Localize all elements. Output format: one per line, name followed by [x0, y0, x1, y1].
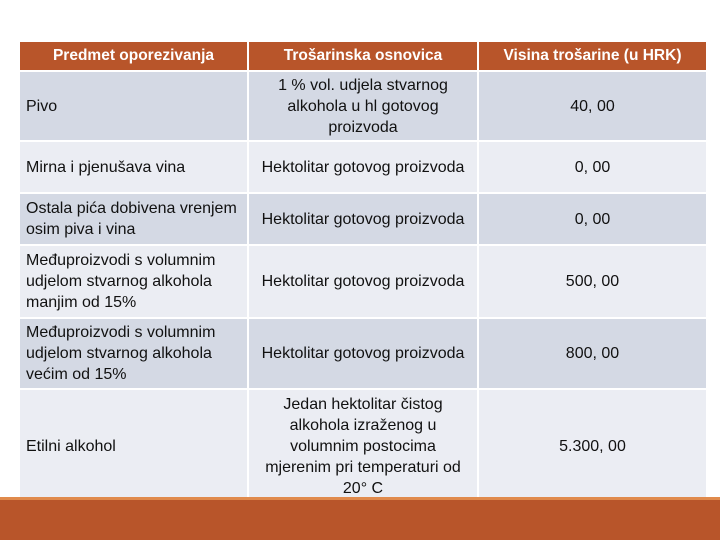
row-subject: Ostala pića dobivena vrenjem osim piva i vina: [20, 194, 247, 244]
row-duty-amount: 0, 00: [479, 194, 706, 244]
row-duty-amount: 0, 00: [479, 142, 706, 192]
row-duty-amount: 40, 00: [479, 72, 706, 140]
row-duty-amount: 800, 00: [479, 319, 706, 388]
table-row: [20, 246, 706, 317]
header-tax-base: Trošarinska osnovica: [249, 42, 477, 70]
row-duty-amount: 5.300, 00: [479, 390, 706, 502]
row-subject: Pivo: [20, 72, 247, 140]
table-row: [20, 319, 706, 388]
table-row: [20, 72, 706, 140]
row-subject: Etilni alkohol: [20, 390, 247, 502]
table-header-row: [20, 42, 706, 70]
footer-bar: [0, 500, 720, 540]
row-subject: Međuproizvodi s volumnim udjelom stvarnog alkohola većim od 15%: [20, 319, 247, 388]
row-tax-base: Jedan hektolitar čistog alkohola izraženog u volumnim postocima mjerenim pri temperaturi od 20° C: [249, 390, 477, 502]
header-subject: Predmet oporezivanja: [20, 42, 247, 70]
row-tax-base: Hektolitar gotovog proizvoda: [249, 142, 477, 192]
row-tax-base: Hektolitar gotovog proizvoda: [249, 194, 477, 244]
table-row: [20, 194, 706, 244]
row-tax-base: Hektolitar gotovog proizvoda: [249, 319, 477, 388]
table-row: [20, 390, 706, 502]
excise-duty-table: [18, 40, 708, 504]
header-duty-amount: Visina trošarine (u HRK): [479, 42, 706, 70]
row-duty-amount: 500, 00: [479, 246, 706, 317]
row-tax-base: 1 % vol. udjela stvarnog alkohola u hl gotovog proizvoda: [249, 72, 477, 140]
table-row: [20, 142, 706, 192]
row-subject: Mirna i pjenušava vina: [20, 142, 247, 192]
row-tax-base: Hektolitar gotovog proizvoda: [249, 246, 477, 317]
row-subject: Međuproizvodi s volumnim udjelom stvarnog alkohola manjim od 15%: [20, 246, 247, 317]
